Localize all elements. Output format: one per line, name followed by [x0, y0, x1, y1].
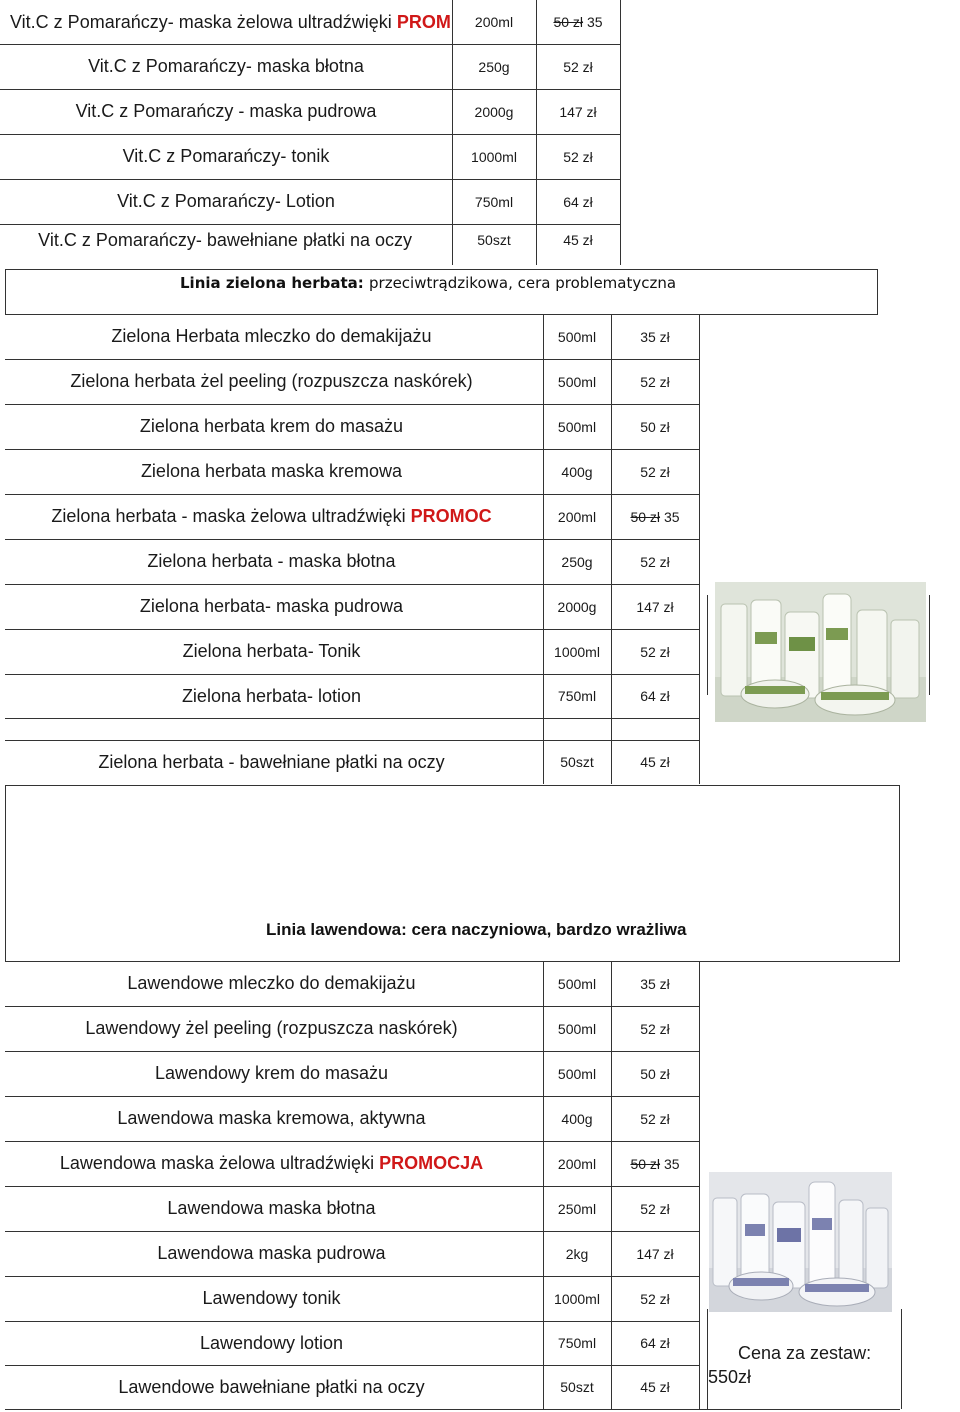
product-size: 50szt	[560, 754, 594, 770]
product-size: 250g	[561, 553, 593, 570]
product-row	[0, 44, 620, 89]
product-row	[0, 1321, 700, 1365]
divider	[707, 1309, 708, 1409]
product-price: 52 zł	[563, 148, 593, 165]
product-price: 52 zł	[640, 463, 670, 480]
divider	[707, 595, 708, 695]
product-size: 500ml	[557, 975, 597, 992]
product-price: 50 zł	[640, 418, 670, 435]
green-tea-product-photo	[715, 582, 926, 722]
product-row	[0, 629, 700, 674]
divider	[899, 785, 900, 961]
product-name: Zielona herbata maska kremowa	[140, 461, 403, 481]
divider	[929, 595, 930, 695]
product-size: 750ml	[474, 193, 514, 210]
product-size: 200ml	[474, 14, 514, 30]
divider	[901, 1309, 902, 1409]
product-row	[0, 218, 620, 262]
product-name: Lawendowy żel peeling (rozpuszcza naskórek)	[85, 1018, 458, 1038]
set-price-caption: Cena za zestaw:	[738, 1343, 872, 1363]
product-row	[0, 1186, 700, 1231]
set-price-value: 550zł	[708, 1367, 752, 1387]
product-price: 52 zł	[640, 1110, 670, 1127]
product-price	[611, 494, 699, 539]
product-price: 147 zł	[636, 598, 674, 615]
product-price: 52 zł	[640, 553, 670, 570]
section-header-lavender: Linia lawendowa: cera naczyniowa, bardzo wrażliwa	[266, 920, 687, 939]
section-header-rest: przeciwtrądzikowa, cera problematyczna	[369, 274, 677, 292]
product-row	[0, 674, 700, 718]
product-row	[0, 584, 700, 629]
product-row	[0, 961, 700, 1006]
product-size: 500ml	[557, 373, 597, 390]
product-name	[0, 0, 452, 44]
product-price: 45 zł	[640, 754, 670, 770]
product-name: Lawendowy tonik	[202, 1288, 341, 1308]
product-size: 50szt	[477, 232, 511, 248]
product-price: 147 zł	[559, 103, 597, 120]
product-row	[0, 1365, 700, 1409]
product-row	[0, 1096, 700, 1141]
product-name	[0, 494, 543, 539]
divider	[877, 269, 878, 314]
section-header-green-tea	[180, 272, 676, 294]
product-price: 45 zł	[563, 232, 593, 248]
product-price	[611, 1141, 699, 1186]
product-name: Vit.C z Pomarańczy- bawełniane płatki na oczy	[38, 229, 412, 250]
product-size: 500ml	[557, 328, 597, 345]
divider	[5, 718, 700, 719]
section-header-bold: Linia zielona herbata:	[180, 274, 364, 292]
promo-price: 35	[586, 14, 603, 30]
product-price: 52 zł	[640, 643, 670, 660]
divider	[620, 0, 621, 265]
product-size: 2000g	[474, 103, 514, 120]
product-row	[0, 1276, 700, 1321]
product-price	[536, 0, 620, 44]
product-size: 250ml	[557, 1200, 597, 1217]
product-price: 64 zł	[640, 688, 670, 704]
promo-price: 35	[663, 1155, 680, 1172]
product-price: 52 zł	[563, 58, 593, 75]
product-name: Lawendowy krem do masażu	[154, 1063, 389, 1083]
product-name: Lawendowa maska kremowa, aktywna	[117, 1108, 426, 1128]
product-name: Vit.C z Pomarańczy- tonik	[122, 146, 330, 166]
promo-label: PROMOCJA	[379, 1153, 484, 1173]
product-row	[0, 539, 700, 584]
product-size: 250g	[478, 58, 510, 75]
product-name-text: Lawendowa maska żelowa ultradźwięki	[59, 1153, 375, 1173]
product-size: 750ml	[557, 1335, 597, 1351]
product-name: Lawendowy lotion	[199, 1332, 344, 1353]
product-price: 45 zł	[640, 1379, 670, 1395]
product-price: 64 zł	[563, 193, 593, 210]
green-tea-product-photo-graphic	[715, 582, 926, 722]
product-name: Zielona herbata krem do masażu	[139, 416, 404, 436]
product-row	[0, 449, 700, 494]
product-row	[0, 359, 700, 404]
product-name: Zielona herbata - bawełniane płatki na oczy	[98, 751, 445, 772]
product-price: 35 zł	[640, 328, 670, 345]
product-price: 52 zł	[640, 373, 670, 390]
product-size: 750ml	[557, 688, 597, 704]
product-price: 52 zł	[640, 1290, 670, 1307]
product-size: 500ml	[557, 1020, 597, 1037]
lavender-product-photo-graphic	[709, 1172, 892, 1312]
product-name: Lawendowa maska błotna	[167, 1198, 376, 1218]
product-name: Zielona herbata- maska pudrowa	[139, 596, 404, 616]
divider	[5, 269, 6, 314]
divider	[5, 785, 900, 786]
product-price: 35 zł	[640, 975, 670, 992]
product-size: 50szt	[560, 1379, 594, 1395]
product-name: Vit.C z Pomarańczy- maska błotna	[88, 56, 364, 76]
product-size: 2kg	[565, 1245, 589, 1262]
product-name: Lawendowa maska pudrowa	[157, 1243, 386, 1263]
product-price: 64 zł	[640, 1335, 670, 1351]
product-size: 400g	[561, 463, 593, 480]
product-name: Zielona herbata - maska błotna	[147, 551, 396, 571]
product-name: Lawendowe bawełniane płatki na oczy	[118, 1376, 425, 1397]
product-row	[0, 404, 700, 449]
product-row	[0, 314, 700, 359]
product-row	[0, 89, 620, 134]
product-size: 1000ml	[554, 643, 600, 660]
product-size: 1000ml	[471, 148, 517, 165]
product-row	[0, 494, 700, 539]
product-size: 200ml	[557, 508, 597, 525]
divider	[5, 785, 6, 961]
product-row	[0, 134, 620, 179]
promo-label: PROMOC	[410, 506, 492, 526]
product-size: 500ml	[557, 1065, 597, 1082]
product-price: 147 zł	[636, 1245, 674, 1262]
old-price: 50 zł	[553, 14, 584, 30]
old-price: 50 zł	[630, 508, 661, 525]
product-price: 52 zł	[640, 1020, 670, 1037]
product-row	[0, 1231, 700, 1276]
product-row	[0, 1051, 700, 1096]
product-row	[0, 740, 700, 784]
product-name	[0, 1141, 543, 1186]
product-size: 200ml	[557, 1155, 597, 1172]
product-name: Zielona herbata żel peeling (rozpuszcza naskórek)	[70, 371, 473, 391]
product-name: Zielona herbata- Tonik	[182, 641, 361, 661]
product-row	[0, 1141, 700, 1186]
product-size: 1000ml	[554, 1290, 600, 1307]
product-name-text: Vit.C z Pomarańczy- maska żelowa ultradźwięki	[10, 11, 392, 32]
product-size: 500ml	[557, 418, 597, 435]
lavender-product-photo	[709, 1172, 892, 1312]
product-name: Zielona Herbata mleczko do demakijażu	[111, 326, 432, 346]
divider	[5, 269, 878, 270]
product-price: 50 zł	[640, 1065, 670, 1082]
product-row	[0, 0, 620, 44]
promo-label: PROM	[396, 11, 451, 32]
product-name: Vit.C z Pomarańczy - maska pudrowa	[75, 101, 377, 121]
promo-price: 35	[663, 508, 680, 525]
product-row	[0, 1006, 700, 1051]
divider	[5, 1409, 900, 1410]
product-size: 2000g	[557, 598, 597, 615]
old-price: 50 zł	[630, 1155, 661, 1172]
product-price: 52 zł	[640, 1200, 670, 1217]
product-name-text: Zielona herbata - maska żelowa ultradźwięki	[51, 506, 406, 526]
product-name: Zielona herbata- lotion	[181, 685, 362, 706]
product-name: Lawendowe mleczko do demakijażu	[127, 973, 416, 993]
product-size: 400g	[561, 1110, 593, 1127]
product-name: Vit.C z Pomarańczy- Lotion	[117, 191, 335, 211]
